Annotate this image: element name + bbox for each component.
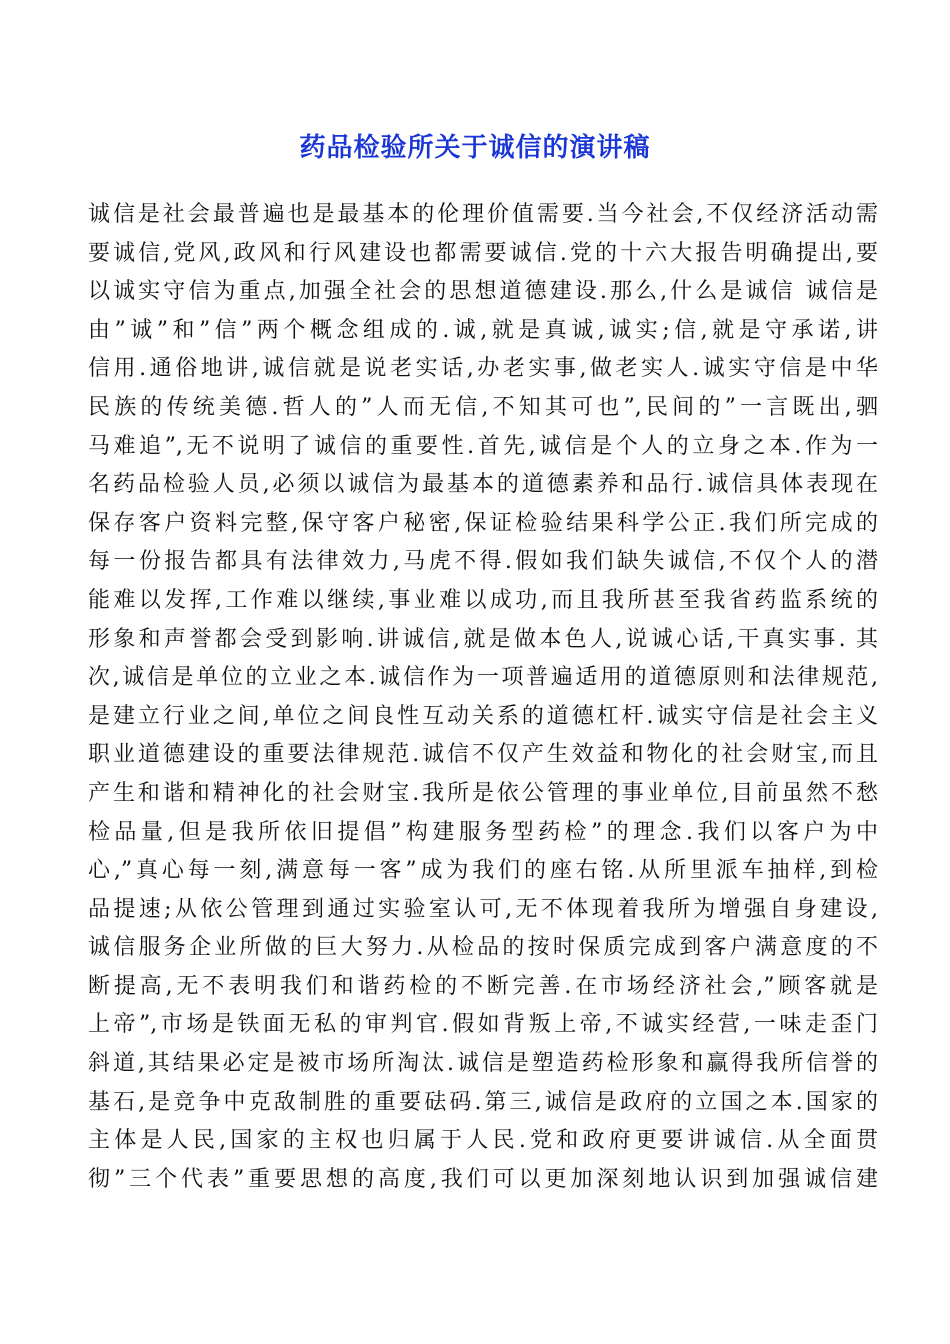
body-line-20: 诚信服务企业所做的巨大努力.从检品的按时保质完成到客户满意度的不 xyxy=(88,935,878,961)
document-body xyxy=(88,196,878,1199)
body-line-18: 心,”真心每一刻,满意每一客”成为我们的座右铭.从所里派车抽样,到检 xyxy=(88,858,878,884)
body-line-25: 主体是人民,国家的主权也归属于人民.党和政府更要讲诚信.从全面贯 xyxy=(88,1128,878,1154)
body-line-23: 斜道,其结果必定是被市场所淘汰.诚信是塑造药检形象和赢得我所信誉的 xyxy=(88,1051,878,1077)
body-line-12: 形象和声誉都会受到影响.讲诚信,就是做本色人,说诚心话,干真实事. 其 xyxy=(88,626,878,652)
body-line-16: 产生和谐和精神化的社会财宝.我所是依公管理的事业单位,目前虽然不愁 xyxy=(88,780,878,806)
body-line-7: 马难追”,无不说明了诚信的重要性.首先,诚信是个人的立身之本.作为一 xyxy=(88,433,878,459)
body-line-26: 彻”三个代表”重要思想的高度,我们可以更加深刻地认识到加强诚信建 xyxy=(88,1166,878,1192)
body-line-4: 由”诚”和”信”两个概念组成的.诚,就是真诚,诚实;信,就是守承诺,讲 xyxy=(88,317,878,343)
body-line-9: 保存客户资料完整,保守客户秘密,保证检验结果科学公正.我们所完成的 xyxy=(88,510,878,536)
body-line-5: 信用.通俗地讲,诚信就是说老实话,办老实事,做老实人.诚实守信是中华 xyxy=(88,356,878,382)
body-line-22: 上帝”,市场是铁面无私的审判官.假如背叛上帝,不诚实经营,一味走歪门 xyxy=(88,1012,878,1038)
body-line-10: 每一份报告都具有法律效力,马虎不得.假如我们缺失诚信,不仅个人的潜 xyxy=(88,549,878,575)
body-line-17: 检品量,但是我所依旧提倡”构建服务型药检”的理念.我们以客户为中 xyxy=(88,819,878,845)
body-line-6: 民族的传统美德.哲人的”人而无信,不知其可也”,民间的”一言既出,驷 xyxy=(88,394,878,420)
body-line-24: 基石,是竞争中克敌制胜的重要砝码.第三,诚信是政府的立国之本.国家的 xyxy=(88,1089,878,1115)
body-line-11: 能难以发挥,工作难以继续,事业难以成功,而且我所甚至我省药监系统的 xyxy=(88,587,878,613)
document-title: 药品检验所关于诚信的演讲稿 xyxy=(299,133,651,163)
body-line-3: 以诚实守信为重点,加强全社会的思想道德建设.那么,什么是诚信 诚信是 xyxy=(88,279,878,305)
body-line-15: 职业道德建设的重要法律规范.诚信不仅产生效益和物化的社会财宝,而且 xyxy=(88,742,878,768)
body-line-19: 品提速;从依公管理到通过实验室认可,无不体现着我所为增强自身建设, xyxy=(88,896,878,922)
body-line-2: 要诚信,党风,政风和行风建设也都需要诚信.党的十六大报告明确提出,要 xyxy=(88,240,878,266)
body-line-13: 次,诚信是单位的立业之本.诚信作为一项普遍适用的道德原则和法律规范, xyxy=(88,665,878,691)
body-line-14: 是建立行业之间,单位之间良性互动关系的道德杠杆.诚实守信是社会主义 xyxy=(88,703,878,729)
body-line-8: 名药品检验人员,必须以诚信为最基本的道德素养和品行.诚信具体表现在 xyxy=(88,472,878,498)
body-line-1: 诚信是社会最普遍也是最基本的伦理价值需要.当今社会,不仅经济活动需 xyxy=(88,202,878,227)
body-line-21: 断提高,无不表明我们和谐药检的不断完善.在市场经济社会,”顾客就是 xyxy=(88,973,878,999)
